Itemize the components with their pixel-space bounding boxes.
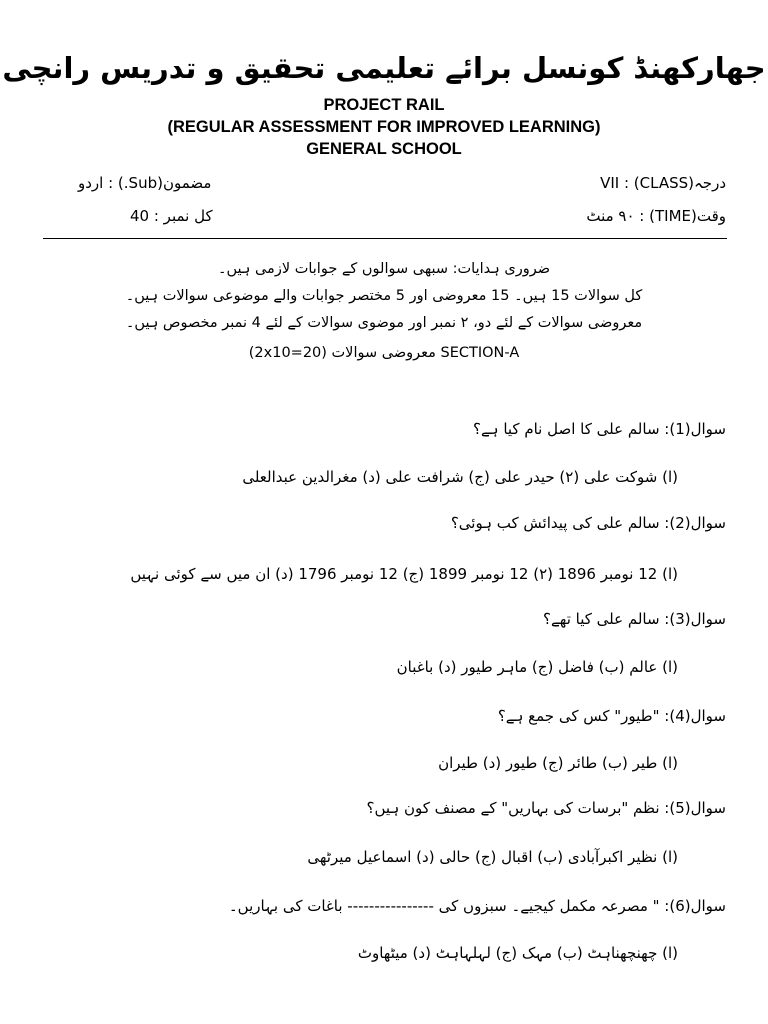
header-divider (43, 238, 727, 239)
question-6: سوال(6): " مصرعہ مکمل کیجیے۔ سبزوں کی ---------------- باغات کی بہاریں۔ (228, 897, 726, 915)
time-field: وقت(TIME) : ۹۰ منٹ (586, 207, 726, 225)
question-3-options: (ا) عالم (ب) فاضل (ج) ماہر طیور (د) باغبان (396, 658, 678, 676)
question-2: سوال(2): سالم علی کی پیدائش کب ہوئی؟ (450, 514, 726, 532)
question-5: سوال(5): نظم "برسات کی بہاریں" کے مصنف کون ہیں؟ (366, 799, 726, 817)
instruction-line-3: معروضی سوالات کے لئے دو، ۲ نمبر اور موضوی سوالات کے لئے 4 نمبر مخصوص ہیں۔ (125, 315, 643, 331)
council-title-urdu: جھارکھنڈ کونسل برائے تعلیمی تحقیق و تدریس رانچی (2, 51, 766, 85)
instruction-line-2: کل سوالات 15 ہیں۔ 15 معروضی اور 5 مختصر جوابات والے موضوعی سوالات ہیں۔ (125, 288, 643, 304)
question-6-options: (ا) چھنچھناہٹ (ب) مہک (ج) لہلہاہٹ (د) میٹھاوٹ (357, 944, 678, 962)
question-1-options: (ا) شوکت علی (۲) حیدر علی (ج) شرافت علی (د) مغرالدین عبدالعلی (242, 468, 678, 486)
class-field: درجہ(CLASS) : VII (600, 174, 726, 192)
total-marks-field: کل نمبر : 40 (130, 207, 213, 225)
project-name: PROJECT RAIL (323, 96, 445, 114)
question-5-options: (ا) نظیر اکبرآبادی (ب) اقبال (ج) حالی (د) اسماعیل میرٹھی (307, 848, 678, 866)
question-2-options: (ا) 12 نومبر 1896 (۲) 12 نومبر 1899 (ج) 12 نومبر 1796 (د) ان میں سے کوئی نہیں (130, 565, 678, 583)
subject-field: مضمون(Sub.) : اردو (78, 174, 212, 192)
question-4: سوال(4): "طیور" کس کی جمع ہے؟ (497, 707, 726, 725)
question-3: سوال(3): سالم علی کیا تھے؟ (543, 610, 726, 628)
project-fullform: (REGULAR ASSESSMENT FOR IMPROVED LEARNING) (167, 118, 601, 136)
question-1: سوال(1): سالم علی کا اصل نام کیا ہے؟ (473, 420, 726, 438)
section-a-heading: (2x10=20) معروضی سوالات SECTION-A (248, 345, 520, 361)
school-type: GENERAL SCHOOL (306, 140, 462, 158)
instruction-line-1: ضروری ہدایات: سبھی سوالوں کے جوابات لازمی ہیں۔ (217, 261, 551, 277)
question-4-options: (ا) طیر (ب) طائر (ج) طیور (د) طیران (438, 754, 678, 772)
